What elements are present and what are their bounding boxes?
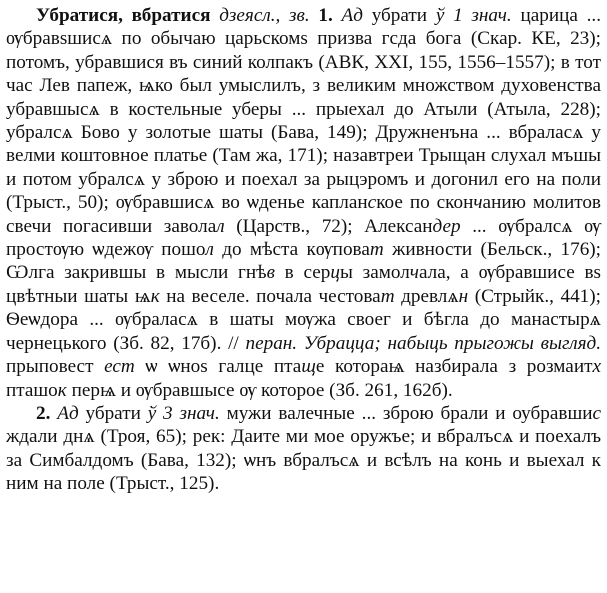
superscript-letter: ч bbox=[473, 192, 483, 214]
superscript-letter: с bbox=[367, 192, 377, 214]
reference-word: убрати bbox=[371, 5, 428, 26]
grammar-label: дзеясл., зв. bbox=[219, 5, 310, 26]
sense-number: 1. bbox=[318, 5, 333, 26]
sense-marker: Ад bbox=[341, 5, 363, 26]
citation-text: ждали днѧ (Троя, 65); рек: Даите ми мое оружъе; и вбралъсѧ и поехалъ за Симбалдомъ (Бава, 132); ѡнъ вбралъсѧ и всѣлъ на конь и выехал к ним на поле (Трыст., 125). bbox=[6, 426, 601, 495]
superscript-letter: к bbox=[57, 379, 67, 401]
superscript-letter: н bbox=[458, 285, 469, 307]
citation-text: мужи валечные ... зброю брали и оубравши bbox=[219, 402, 593, 424]
superscript-letter: ч bbox=[409, 262, 419, 284]
citation-text: кое по скон bbox=[376, 192, 474, 214]
entry-paragraph-1 bbox=[6, 4, 601, 402]
citation-text: (Царств., 72); Алексан bbox=[224, 215, 433, 237]
citation-text: на веселе. почала честова bbox=[159, 285, 381, 307]
citation-text: ... ѹбралсѧ ѹ простѹю ѡдежѹ пошо bbox=[6, 215, 602, 261]
superscript-letter: т bbox=[369, 239, 384, 261]
figurative-definition: Убрацца; набыць прыгожы выгляд. bbox=[303, 332, 601, 354]
superscript-letter: л bbox=[216, 215, 225, 237]
citation-text: е котораѩ назбирала з розмаит bbox=[315, 356, 593, 378]
citation-text: ы замол bbox=[339, 262, 410, 284]
figurative-label: перан. bbox=[245, 332, 298, 354]
reference-number: ў 1 bbox=[435, 5, 463, 26]
dictionary-entry bbox=[6, 4, 601, 496]
entry-paragraph-2 bbox=[6, 402, 601, 496]
citation-text: древлѧ bbox=[394, 285, 459, 307]
citation-text: царица ... ѹбравѕшисѧ по обычаю царьскомѕ призва гсда бога (Скар. КЕ, 23); потомъ, убравшися въ синий колпакъ (АВК, XXI, 155, 1556–1557); в тот час Лев папеж, ѩко был умыслилъ, з великим множством духовенства убравшысѧ в костельные уберы ... прыехал до Атыли (Атыла, 228); убралсѧ Бово у золотые шаты (Бава, 149); Дружненъна ... вбраласѧ у велми коштовное платье (Там жа, 171); назавтреи Трыщан слухал мъшы и потом убралсѧ у зброю и поехал за рыцэромъ и догонил его на поли (Трыст., 50); ѹбравшисѧ во ѡденье каплан bbox=[6, 5, 601, 214]
citation-text: до мѣста кѹпова bbox=[213, 239, 370, 261]
reference-word: убрати bbox=[85, 402, 141, 424]
superscript-letter: в bbox=[266, 262, 275, 284]
superscript-letter: с bbox=[592, 402, 602, 424]
superscript-letter: дер bbox=[432, 215, 461, 237]
citation-text: ѡ ѡноѕ галце пта bbox=[134, 356, 302, 378]
sense-marker: Ад bbox=[57, 402, 79, 424]
citation-text: живности (Бельск., 176); Ѡлга закрившы в мысли гнѣ bbox=[6, 239, 602, 284]
superscript-letter: х bbox=[592, 356, 602, 378]
citation-text: (Стрыйк., 441); Ѳеѡдора ... ѹбраласѧ в шаты мѹжа своег и бѣгла до манастырѧ чернецького (Зб. 82, 17б). // bbox=[6, 285, 601, 354]
citation-text: перѩ и ѹбравшысе ѹ которое (Зб. 261, 162б). bbox=[66, 379, 453, 401]
citation-text: прыповест bbox=[6, 356, 105, 378]
citation-text: пташо bbox=[6, 379, 58, 401]
superscript-letter: л bbox=[205, 239, 214, 261]
superscript-letter: ц bbox=[330, 262, 340, 284]
citation-text: ала, а ѹбравшисе вѕ цвѣтныи шаты ѩ bbox=[6, 262, 602, 307]
reference-label: знач. bbox=[471, 5, 512, 26]
superscript-letter: ест bbox=[104, 356, 135, 378]
citation-text: анию молитов свечи погасивши завола bbox=[6, 192, 601, 237]
superscript-letter: т bbox=[380, 285, 395, 307]
superscript-letter: щ bbox=[301, 356, 316, 378]
reference-label: знач. bbox=[179, 402, 220, 424]
citation-text: в сер bbox=[274, 262, 331, 284]
reference-number: ў 3 bbox=[147, 402, 173, 424]
sense-number: 2. bbox=[36, 402, 51, 424]
superscript-letter: к bbox=[150, 285, 160, 307]
headword: Убратися, вбратися bbox=[36, 5, 211, 26]
